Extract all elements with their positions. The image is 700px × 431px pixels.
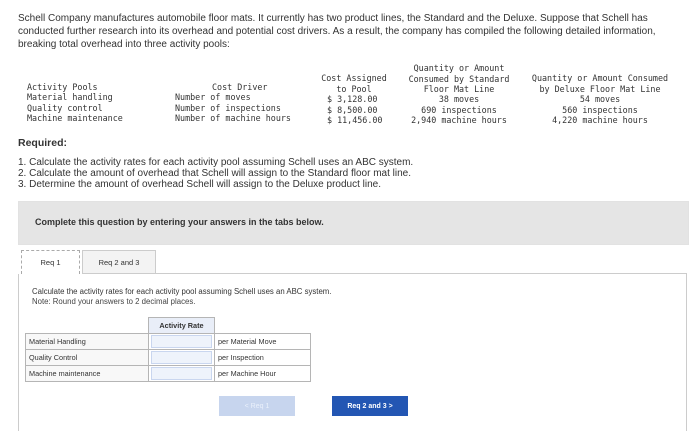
standard-list: 38 moves 690 inspections 2,940 machine hours [411, 94, 507, 125]
instructions-panel [18, 201, 689, 245]
material-handling-rate-input[interactable] [151, 335, 212, 348]
deluxe-header: Quantity or Amount Consumed by Deluxe Floor Mat Line [531, 73, 669, 94]
driver-header: Cost Driver [212, 82, 268, 92]
required-title: Required: [18, 137, 68, 149]
required-list [18, 157, 413, 190]
activity-rate-header: Activity Rate [149, 318, 215, 334]
row-unit: per Material Move [215, 334, 311, 350]
instruction-note: Note: Round your answers to 2 decimal places. [32, 296, 196, 306]
intro-paragraph: Schell Company manufactures automobile floor mats. It currently has two product lines, the Standard and the Deluxe. Suppose that Schell has conducted further research into its overhead and potential cost drivers. As a result, the company has compiled the following detailed information, breaking total overhead into three activity pools: [18, 13, 656, 50]
assigned-list: $ 3,128.00 $ 8,500.00 $ 11,456.00 [327, 94, 383, 125]
tab-req-2-and-3[interactable]: Req 2 and 3 [82, 250, 156, 274]
row-label: Material Handling [26, 334, 149, 350]
table-row [26, 350, 311, 366]
row-label: Quality Control [26, 350, 149, 366]
prev-req-button[interactable]: < Req 1 [219, 396, 295, 416]
quality-control-rate-input[interactable] [151, 351, 212, 364]
required-item: 3. Determine the amount of overhead Schell will assign to the Deluxe product line. [18, 179, 381, 190]
next-req-button[interactable]: Req 2 and 3 > [332, 396, 408, 416]
activity-list: Material handling Quality control Machine maintenance [27, 92, 123, 123]
required-item: 2. Calculate the amount of overhead that Schell will assign to the Standard floor mat line. [18, 168, 412, 179]
activity-header: Activity Pools [27, 82, 98, 92]
row-unit: per Inspection [215, 350, 311, 366]
row-label: Machine maintenance [26, 366, 149, 382]
required-item: 1. Calculate the activity rates for each activity pool assuming Schell uses an ABC system. [18, 157, 414, 168]
blank-header-cell [26, 318, 149, 334]
table-row [26, 366, 311, 382]
driver-list: Number of moves Number of inspections Number of machine hours [175, 92, 291, 123]
tab-req-1[interactable]: Req 1 [21, 250, 80, 274]
blank-header-cell [215, 318, 311, 334]
table-row [26, 334, 311, 350]
deluxe-list: 54 moves 560 inspections 4,220 machine hours [552, 94, 648, 125]
machine-maintenance-rate-input[interactable] [151, 367, 212, 380]
panel-text: Complete this question by entering your answers in the tabs below. [35, 217, 324, 227]
instruction-text: Calculate the activity rates for each activity pool assuming Schell uses an ABC system. [32, 287, 332, 296]
standard-header: Quantity or Amount Consumed by Standard Floor Mat Line [408, 63, 510, 94]
activity-rate-table [25, 317, 311, 382]
row-unit: per Machine Hour [215, 366, 311, 382]
assigned-header: Cost Assigned to Pool [321, 73, 387, 94]
instruction-block [32, 287, 331, 306]
